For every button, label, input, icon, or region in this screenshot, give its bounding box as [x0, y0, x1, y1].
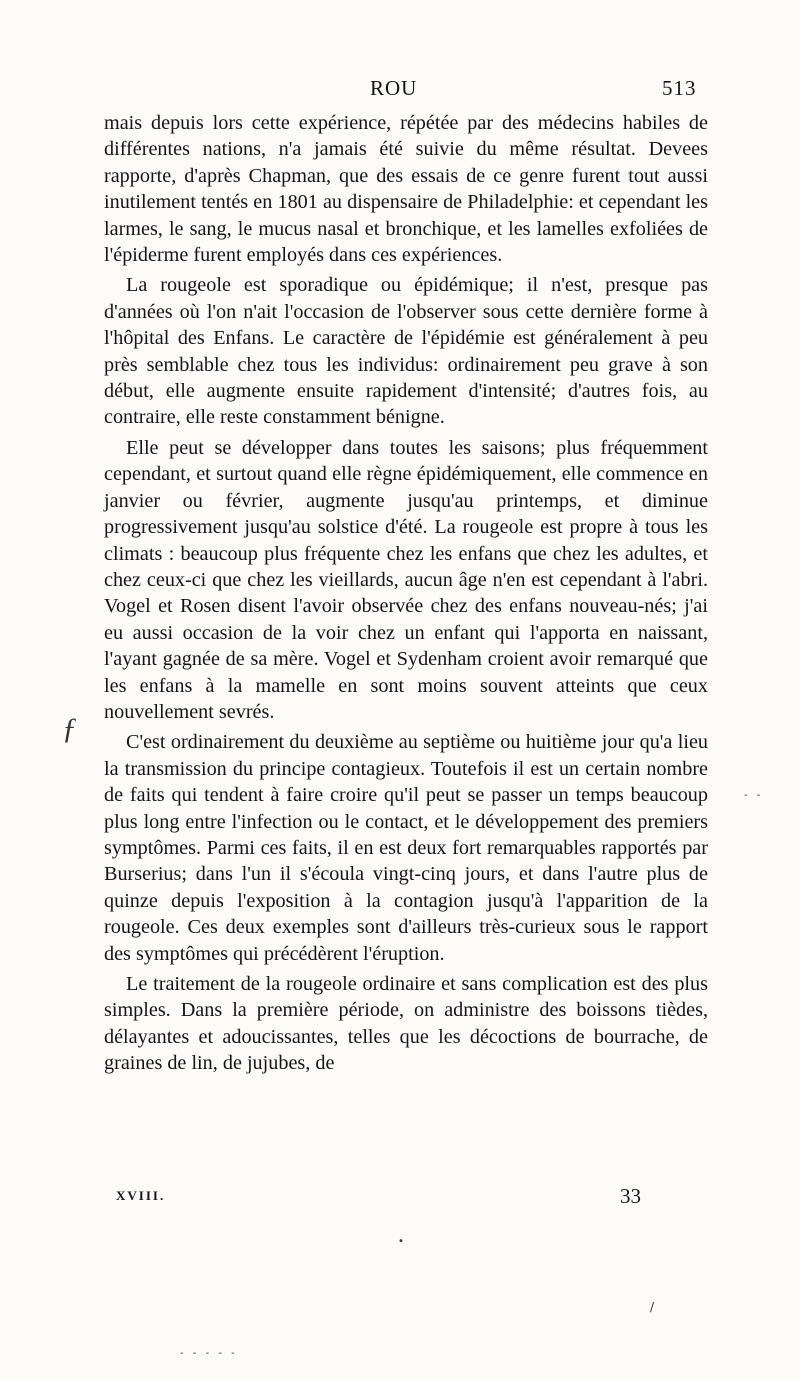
- speck-icon: /: [650, 1300, 655, 1314]
- page-footer: [0, 1184, 800, 1212]
- margin-mark-icon: ƒ: [62, 712, 77, 745]
- quire-number: 33: [620, 1184, 641, 1208]
- speck-icon: - - - - -: [180, 1348, 238, 1359]
- page-number: 513: [662, 76, 697, 100]
- running-head: [0, 76, 800, 106]
- speck-icon: - -: [744, 790, 764, 801]
- paragraph-transmission: C'est ordinairement du deuxième au septième ou huitième jour qu'a lieu la transmission du principe contagieux. Toutefois il est un certain nombre de faits qui tendent à faire croire qu'il peut se passer un temps beaucoup plus long entre l'infection ou le contact, et le développement des premiers symptômes. Parmi ces faits, il en est deux fort remarquables rapportés par Burserius; dans l'un il s'écoula vingt-cinq jours, et dans l'autre plus de quinze depuis l'exposition à la contagion jusqu'à l'apparition de la rougeole. Ces deux exemples sont d'ailleurs très-curieux sous le rapport des symptômes qui précédèrent l'éruption.: [104, 731, 708, 965]
- paragraph-seasons: Elle peut se développer dans toutes les saisons; plus fréquemment cependant, et surtout quand elle règne épidémiquement, elle commence en janvier ou février, augmente jusqu'au printemps, et diminue progressivement jusqu'au solstice d'été. La rougeole est propre à tous les climats : beaucoup plus fréquente chez les enfans que chez les adultes, et chez ceux-ci que chez les vieillards, aucun âge n'en est cependant à l'abri. Vogel et Rosen disent l'avoir observée chez des enfans nouveau-nés; j'ai eu aussi occasion de la voir chez un enfant qui l'apporta en naissant, l'ayant gagnée de sa mère. Vogel et Sydenham croient avoir remarqué que les enfans à la mamelle en sont moins souvent atteints que ceux nouvellement sevrés.: [104, 436, 708, 723]
- running-head-title: ROU: [370, 76, 418, 100]
- signature-mark: XVIII.: [116, 1188, 166, 1203]
- paragraph-treatment: Le traitement de la rougeole ordinaire et sans complication est des plus simples. Dans la première période, on administre des boissons tièdes, délayantes et adoucissantes, telles que les décoctions de bourrache, de graines de lin, de jujubes, de: [104, 973, 708, 1075]
- paragraph-sporadic: La rougeole est sporadique ou épidémique; il n'est, presque pas d'années où l'on n'ait l'occasion de l'observer sous cette dernière forme à l'hôpital des Enfans. Le caractère de l'épidémie est généralement à peu près semblable chez tous les individus: ordinairement peu grave à son début, elle augmente ensuite rapidement d'intensité; d'autres fois, au contraire, elle reste constamment bénigne.: [104, 274, 708, 429]
- speck-icon: •: [398, 1236, 404, 1247]
- paragraph-continuation: mais depuis lors cette expérience, répétée par des médecins habiles de différentes nations, n'a jamais été suivie du même résultat. Devees rapporte, d'après Chapman, que des essais de ce genre furent tout aussi inutilement tentés en 1801 au dispensaire de Philadelphie: et cependant les larmes, le sang, le mucus nasal et bronchique, et les lamelles exfoliées de l'épiderme furent employés dans ces expériences.: [104, 112, 708, 267]
- body-text: [104, 110, 708, 1077]
